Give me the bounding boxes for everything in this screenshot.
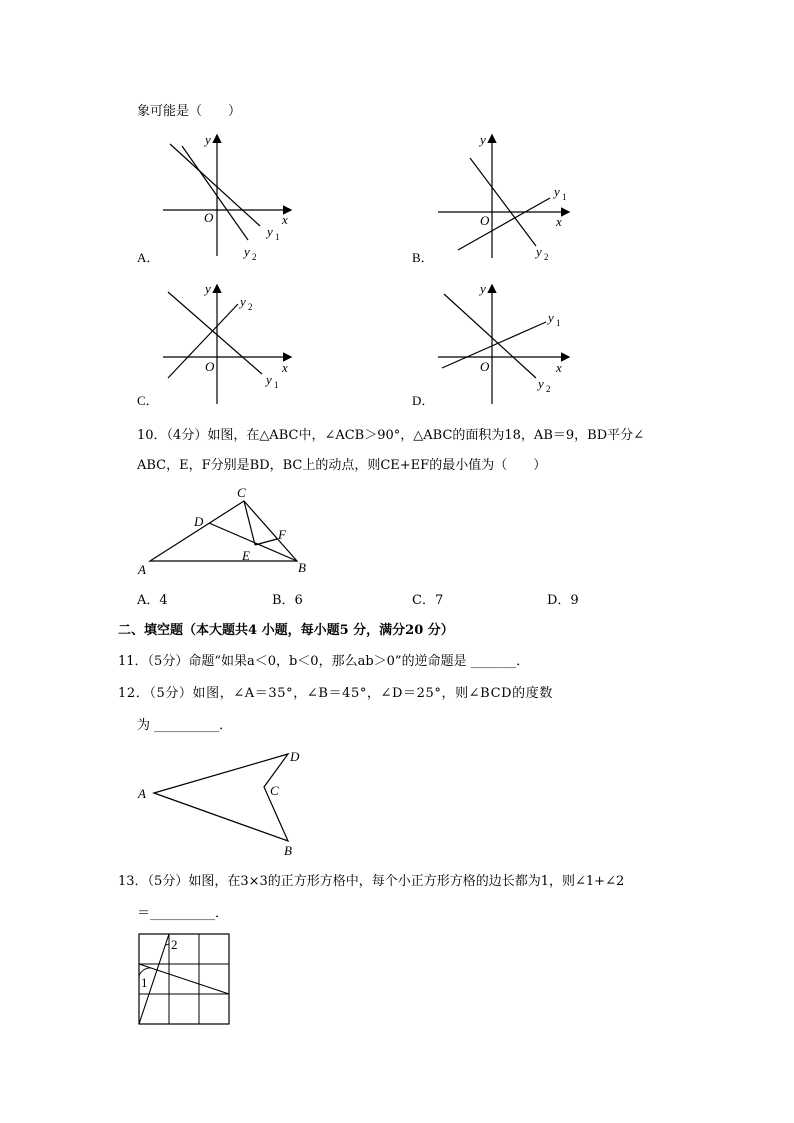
q10-triangle-figure xyxy=(130,486,320,582)
origin-label: O xyxy=(480,213,490,228)
q12-line2: 为 __________． xyxy=(137,718,233,733)
line-y2 xyxy=(470,158,536,246)
line-y2-label: y xyxy=(244,244,250,259)
q9-option-a-label: A． xyxy=(137,250,160,265)
line-y2 xyxy=(444,294,536,378)
q10-choice-a: A．4 xyxy=(137,593,168,608)
line-y1-label: y xyxy=(554,184,560,199)
x-axis-label: x xyxy=(282,212,288,227)
line-y2-subscript: 2 xyxy=(544,252,549,262)
x-axis-label: x xyxy=(556,214,562,229)
q9-option-c-graph xyxy=(130,280,310,410)
point-b-label: B xyxy=(298,560,306,575)
line-y2-subscript: 2 xyxy=(546,384,551,394)
q12-line1: 12．（5分）如图，∠A＝35°，∠B＝45°，∠D＝25°，则∠BCD的度数 xyxy=(118,686,553,701)
point-a-label: A xyxy=(138,562,146,577)
x-axis-label: x xyxy=(282,360,288,375)
origin-label: O xyxy=(204,210,214,225)
point-c-label: C xyxy=(270,783,279,798)
point-b-label: B xyxy=(284,843,292,858)
point-f-label: F xyxy=(278,527,286,542)
line-y2 xyxy=(168,304,238,378)
line-y1-label: y xyxy=(266,372,272,387)
q10-line2: ABC，E，F分别是BD，BC上的动点，则CE+EF的最小值为（ ） xyxy=(137,458,547,473)
y-axis-label: y xyxy=(205,281,211,296)
line-y2-label: y xyxy=(538,376,544,391)
q9-option-d-label: D． xyxy=(412,393,435,408)
line-y2-label: y xyxy=(536,244,542,259)
q10-line1: 10．（4分）如图，在△ABC中，∠ACB＞90°，△ABC的面积为18，AB＝9，BD平分∠ xyxy=(137,428,645,443)
q10-choice-b: B．6 xyxy=(272,593,303,608)
q12-figure xyxy=(130,745,320,860)
segment-ef xyxy=(255,539,277,545)
point-e-label: E xyxy=(242,548,250,563)
line-y1-subscript: 1 xyxy=(274,380,279,390)
angle-2-label: 2 xyxy=(171,937,178,952)
q9-option-a-graph xyxy=(130,128,310,268)
line-y1-label: y xyxy=(267,224,273,239)
origin-label: O xyxy=(205,359,215,374)
q9-option-b-graph xyxy=(430,128,610,268)
q13-line2: ＝__________． xyxy=(137,906,229,921)
line-y1 xyxy=(442,322,546,368)
line-y1 xyxy=(170,144,260,226)
q13-line1: 13．（5分）如图，在3×3的正方形方格中，每个小正方形方格的边长都为1，则∠1+∠2 xyxy=(118,874,625,889)
x-axis-label: x xyxy=(556,360,562,375)
q9-option-b-label: B． xyxy=(412,250,434,265)
line-y1 xyxy=(458,198,550,250)
q10-choice-c: C．7 xyxy=(412,593,444,608)
line-y1-subscript: 1 xyxy=(556,318,561,328)
q9-option-d-graph xyxy=(430,280,610,410)
point-a-label: A xyxy=(138,786,146,801)
q9-stem: 象可能是（ ） xyxy=(137,104,242,119)
q10-choice-d: D．9 xyxy=(547,593,579,608)
line-y2 xyxy=(182,146,248,240)
angle-1-label: 1 xyxy=(141,975,148,990)
line-y2-subscript: 2 xyxy=(248,302,253,312)
point-c-label: C xyxy=(237,485,246,500)
point-d-label: D xyxy=(290,749,300,764)
line-y1-subscript: 1 xyxy=(562,192,567,202)
section2-title: 二、填空题（本大题共4 小题，每小题5 分，满分20 分） xyxy=(118,623,454,638)
quadrilateral-abcd xyxy=(154,754,288,841)
y-axis-label: y xyxy=(205,132,211,147)
line-y2-subscript: 2 xyxy=(252,252,257,262)
y-axis-label: y xyxy=(480,281,486,296)
q9-option-c-label: C． xyxy=(137,393,159,408)
q11-text: 11．（5分）命题“如果a＜0，b＜0，那么ab＞0”的逆命题是 _______． xyxy=(118,654,530,669)
line-y2-label: y xyxy=(240,294,246,309)
diagonal-shallow xyxy=(139,964,229,994)
origin-label: O xyxy=(480,359,490,374)
point-d-label: D xyxy=(194,514,204,529)
line-y1-label: y xyxy=(548,310,554,325)
y-axis-label: y xyxy=(480,132,486,147)
line-y1-subscript: 1 xyxy=(275,232,280,242)
q13-grid-figure xyxy=(138,933,234,1029)
